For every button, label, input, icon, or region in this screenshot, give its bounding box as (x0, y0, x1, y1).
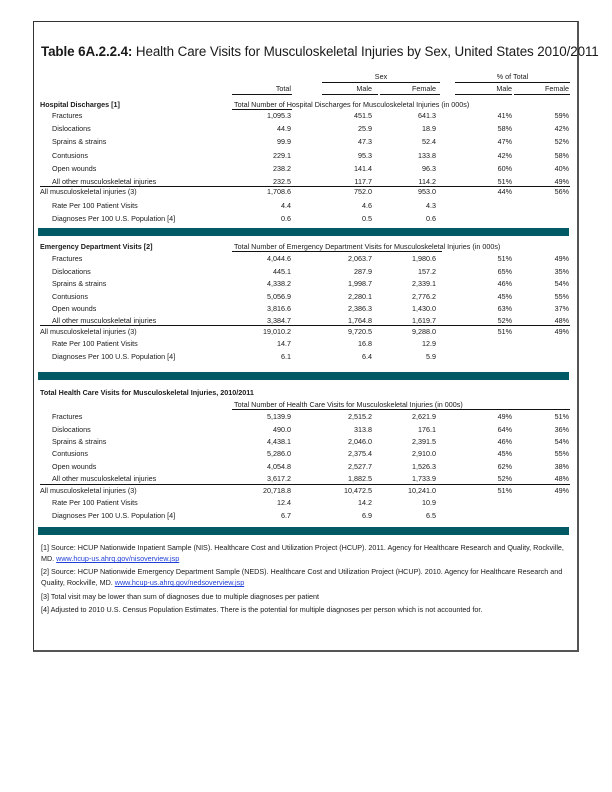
table-row (0, 150, 612, 161)
cell-total: 3,384.7 (267, 316, 291, 325)
cell-pct-male: 45% (497, 292, 512, 301)
row-label: All other musculoskeletal injuries (52, 316, 157, 325)
row-label: Open wounds (52, 462, 97, 471)
cell-pct-male: 58% (497, 124, 512, 133)
cell-pct-female: 49% (554, 254, 569, 263)
header-total: Total (275, 84, 291, 93)
cell-male: 2,375.4 (348, 449, 372, 458)
cell-male: 25.9 (358, 124, 372, 133)
cell-pct-male: 65% (497, 267, 512, 276)
cell-total: 5,056.9 (267, 292, 291, 301)
cell-male: 2,046.0 (348, 437, 372, 446)
cell-female: 2,910.0 (412, 449, 436, 458)
cell-pct-male: 64% (497, 425, 512, 434)
cell-male: 752.0 (354, 187, 372, 196)
header-total-rule (232, 94, 292, 95)
row-label: Rate Per 100 Patient Visits (52, 339, 138, 348)
cell-pct-male: 51% (497, 177, 512, 186)
cell-female: 2,621.9 (412, 412, 436, 421)
cell-total: 229.1 (273, 151, 291, 160)
section-ed-subtitle-rule (232, 251, 442, 252)
header-male: Male (356, 84, 372, 93)
table-row (0, 448, 612, 459)
cell-male: 10,472.5 (344, 486, 372, 495)
section-divider-bar (38, 228, 569, 236)
table-row (0, 411, 612, 422)
cell-female: 5.9 (426, 352, 436, 361)
section-ed-title: Emergency Department Visits [2] (40, 242, 153, 251)
footnote-1 (41, 542, 571, 564)
cell-female: 176.1 (418, 425, 436, 434)
cell-female: 1,430.0 (412, 304, 436, 313)
cell-pct-female: 58% (554, 151, 569, 160)
cell-pct-male: 42% (497, 151, 512, 160)
table-row (0, 291, 612, 302)
table-row (0, 473, 612, 484)
cell-male: 16.8 (358, 339, 372, 348)
cell-male: 4.6 (362, 201, 372, 210)
cell-total: 4,438.1 (267, 437, 291, 446)
cell-pct-female: 40% (554, 164, 569, 173)
table-row (0, 303, 612, 314)
footnote-3: [3] Total visit may be lower than sum of diagnoses due to multiple diagnoses per patient (41, 592, 319, 601)
footnote-text: [2] Source: HCUP Nationwide Emergency Department Sample (NEDS). Healthcare Cost and Utilization Project (HCUP). 2010. Agency for Healthcare Research and Quality, Rockville, MD. (41, 567, 563, 587)
cell-female: 12.9 (422, 339, 436, 348)
cell-male: 2,527.7 (348, 462, 372, 471)
cell-male: 6.9 (362, 511, 372, 520)
cell-male: 1,764.8 (348, 316, 372, 325)
cell-male: 117.7 (354, 177, 372, 186)
header-sex-group: Sex (374, 72, 388, 81)
row-label: All musculoskeletal injuries (3) (40, 486, 137, 495)
cell-pct-female: 52% (554, 137, 569, 146)
cell-pct-female: 42% (554, 124, 569, 133)
cell-male: 313.8 (354, 425, 372, 434)
section-divider-bar (38, 527, 569, 535)
cell-male: 451.5 (354, 111, 372, 120)
cell-total: 490.0 (273, 425, 291, 434)
cell-female: 1,526.3 (412, 462, 436, 471)
cell-pct-male: 60% (497, 164, 512, 173)
section-total-subtitle-rule (232, 409, 570, 410)
cell-pct-male: 62% (497, 462, 512, 471)
cell-total: 4,338.2 (267, 279, 291, 288)
header-pct-male: Male (496, 84, 512, 93)
cell-total: 1,708.6 (267, 187, 291, 196)
cell-female: 641.3 (418, 111, 436, 120)
cell-female: 114.2 (418, 177, 436, 186)
row-label: Contusions (52, 151, 88, 160)
cell-total: 99.9 (277, 137, 291, 146)
table-row (0, 163, 612, 174)
row-label: Sprains & strains (52, 137, 107, 146)
cell-total: 6.1 (281, 352, 291, 361)
total-row (0, 485, 612, 496)
table-row (0, 123, 612, 134)
cell-pct-female: 56% (554, 187, 569, 196)
cell-female: 96.3 (422, 164, 436, 173)
cell-pct-female: 49% (554, 486, 569, 495)
cell-total: 232.5 (273, 177, 291, 186)
nis-overview-link[interactable]: www.hcup-us.ahrq.gov/nisoverview.jsp (56, 554, 180, 563)
row-label: All musculoskeletal injuries (3) (40, 187, 137, 196)
table-number: Table 6A.2.2.4: (41, 44, 133, 59)
rate-row (0, 338, 612, 349)
cell-male: 95.3 (358, 151, 372, 160)
header-pct-male-rule (455, 94, 512, 95)
cell-total: 14.7 (277, 339, 291, 348)
diagnoses-row (0, 510, 612, 521)
header-pct-group: % of Total (496, 72, 529, 81)
footnote-4: [4] Adjusted to 2010 U.S. Census Population Estimates. There is the potential for multiple diagnoses per person which is not accounted for. (41, 605, 483, 614)
table-row (0, 266, 612, 277)
row-label: Dislocations (52, 267, 91, 276)
cell-male: 6.4 (362, 352, 372, 361)
row-label: Sprains & strains (52, 437, 107, 446)
cell-female: 2,391.5 (412, 437, 436, 446)
cell-total: 5,139.9 (267, 412, 291, 421)
cell-female: 133.8 (418, 151, 436, 160)
section-hospital-subtitle: Total Number of Hospital Discharges for Musculoskeletal Injuries (in 000s) (234, 100, 470, 109)
table-row (0, 461, 612, 472)
table-title (41, 44, 599, 59)
row-label: Diagnoses Per 100 U.S. Population [4] (52, 511, 176, 520)
cell-pct-female: 55% (554, 292, 569, 301)
cell-female: 18.9 (422, 124, 436, 133)
header-pct-female: Female (545, 84, 569, 93)
header-female: Female (412, 84, 436, 93)
cell-male: 0.5 (362, 214, 372, 223)
cell-pct-female: 55% (554, 449, 569, 458)
cell-total: 4.4 (281, 201, 291, 210)
cell-female: 0.6 (426, 214, 436, 223)
footnote-2 (41, 566, 571, 588)
cell-female: 9,288.0 (412, 327, 436, 336)
total-row (0, 326, 612, 337)
cell-pct-male: 47% (497, 137, 512, 146)
cell-pct-female: 49% (554, 327, 569, 336)
row-label: Fractures (52, 412, 83, 421)
section-divider-bar (38, 372, 569, 380)
cell-pct-female: 38% (554, 462, 569, 471)
cell-total: 44.9 (277, 124, 291, 133)
cell-male: 141.4 (354, 164, 372, 173)
diagnoses-row (0, 351, 612, 362)
neds-overview-link[interactable]: www.hcup-us.ahrq.gov/nedsoverview.jsp (114, 578, 245, 587)
cell-female: 10.9 (422, 498, 436, 507)
cell-total: 4,044.6 (267, 254, 291, 263)
footnote-text: [1] Source: HCUP Nationwide Inpatient Sample (NIS). Healthcare Cost and Utilization Project (HCUP). 2011. Agency for Healthcare Research and Quality, Rockville, MD. (41, 543, 564, 563)
table-row (0, 253, 612, 264)
cell-pct-male: 52% (497, 474, 512, 483)
cell-pct-male: 44% (497, 187, 512, 196)
cell-pct-male: 51% (497, 327, 512, 336)
cell-female: 10,241.0 (408, 486, 436, 495)
row-label: All other musculoskeletal injuries (52, 474, 157, 483)
rate-row (0, 200, 612, 211)
cell-male: 2,386.3 (348, 304, 372, 313)
header-pct-female-rule (514, 94, 570, 95)
cell-total: 445.1 (273, 267, 291, 276)
cell-male: 287.9 (354, 267, 372, 276)
cell-pct-male: 52% (497, 316, 512, 325)
cell-pct-male: 49% (497, 412, 512, 421)
cell-total: 3,617.2 (267, 474, 291, 483)
cell-pct-female: 48% (554, 474, 569, 483)
diagnoses-row (0, 213, 612, 224)
cell-total: 0.6 (281, 214, 291, 223)
row-label: Open wounds (52, 304, 97, 313)
cell-total: 19,010.2 (263, 327, 291, 336)
cell-pct-female: 54% (554, 279, 569, 288)
cell-pct-female: 51% (554, 412, 569, 421)
cell-male: 1,998.7 (348, 279, 372, 288)
cell-pct-male: 63% (497, 304, 512, 313)
cell-male: 47.3 (358, 137, 372, 146)
cell-female: 1,980.6 (412, 254, 436, 263)
cell-total: 20,718.8 (263, 486, 291, 495)
cell-pct-male: 51% (497, 254, 512, 263)
section-total-subtitle: Total Number of Health Care Visits for Musculoskeletal Injuries (in 000s) (234, 400, 463, 409)
table-row (0, 278, 612, 289)
row-label: Diagnoses Per 100 U.S. Population [4] (52, 214, 176, 223)
row-label: Sprains & strains (52, 279, 107, 288)
cell-male: 2,063.7 (348, 254, 372, 263)
cell-male: 1,882.5 (348, 474, 372, 483)
cell-pct-female: 59% (554, 111, 569, 120)
cell-pct-male: 46% (497, 437, 512, 446)
table-row (0, 424, 612, 435)
cell-pct-male: 46% (497, 279, 512, 288)
cell-total: 6.7 (281, 511, 291, 520)
row-label: Fractures (52, 111, 83, 120)
cell-female: 52.4 (422, 137, 436, 146)
cell-male: 2,515.2 (348, 412, 372, 421)
cell-total: 3,816.6 (267, 304, 291, 313)
row-label: Rate Per 100 Patient Visits (52, 498, 138, 507)
cell-pct-female: 35% (554, 267, 569, 276)
cell-male: 2,280.1 (348, 292, 372, 301)
row-label: Dislocations (52, 124, 91, 133)
section-ed-subtitle: Total Number of Emergency Department Visits for Musculoskeletal Injuries (in 000s) (234, 242, 501, 251)
cell-female: 2,339.1 (412, 279, 436, 288)
table-caption: Health Care Visits for Musculoskeletal Injuries by Sex, United States 2010/2011 (132, 44, 599, 59)
table-row (0, 436, 612, 447)
cell-pct-female: 36% (554, 425, 569, 434)
cell-male: 9,720.5 (348, 327, 372, 336)
row-label: Contusions (52, 449, 88, 458)
header-male-rule (322, 94, 378, 95)
cell-pct-male: 41% (497, 111, 512, 120)
table-row (0, 110, 612, 121)
total-row (0, 186, 612, 197)
cell-total: 4,054.8 (267, 462, 291, 471)
cell-pct-male: 51% (497, 486, 512, 495)
cell-female: 6.5 (426, 511, 436, 520)
cell-female: 1,733.9 (412, 474, 436, 483)
cell-female: 4.3 (426, 201, 436, 210)
cell-total: 5,286.0 (267, 449, 291, 458)
row-label: All musculoskeletal injuries (3) (40, 327, 137, 336)
cell-female: 953.0 (418, 187, 436, 196)
header-female-rule (380, 94, 440, 95)
cell-female: 1,619.7 (412, 316, 436, 325)
section-hospital-title: Hospital Discharges [1] (40, 100, 120, 109)
cell-total: 12.4 (277, 498, 291, 507)
row-label: Rate Per 100 Patient Visits (52, 201, 138, 210)
row-label: Fractures (52, 254, 83, 263)
cell-pct-female: 37% (554, 304, 569, 313)
cell-male: 14.2 (358, 498, 372, 507)
row-label: Diagnoses Per 100 U.S. Population [4] (52, 352, 176, 361)
section-total-title: Total Health Care Visits for Musculoskeletal Injuries, 2010/2011 (40, 388, 254, 397)
row-label: All other musculoskeletal injuries (52, 177, 157, 186)
cell-female: 2,776.2 (412, 292, 436, 301)
row-label: Contusions (52, 292, 88, 301)
rate-row (0, 497, 612, 508)
cell-female: 157.2 (418, 267, 436, 276)
cell-pct-female: 49% (554, 177, 569, 186)
row-label: Dislocations (52, 425, 91, 434)
table-row (0, 136, 612, 147)
cell-pct-female: 48% (554, 316, 569, 325)
cell-pct-male: 45% (497, 449, 512, 458)
cell-pct-female: 54% (554, 437, 569, 446)
cell-total: 238.2 (273, 164, 291, 173)
cell-total: 1,095.3 (267, 111, 291, 120)
row-label: Open wounds (52, 164, 97, 173)
